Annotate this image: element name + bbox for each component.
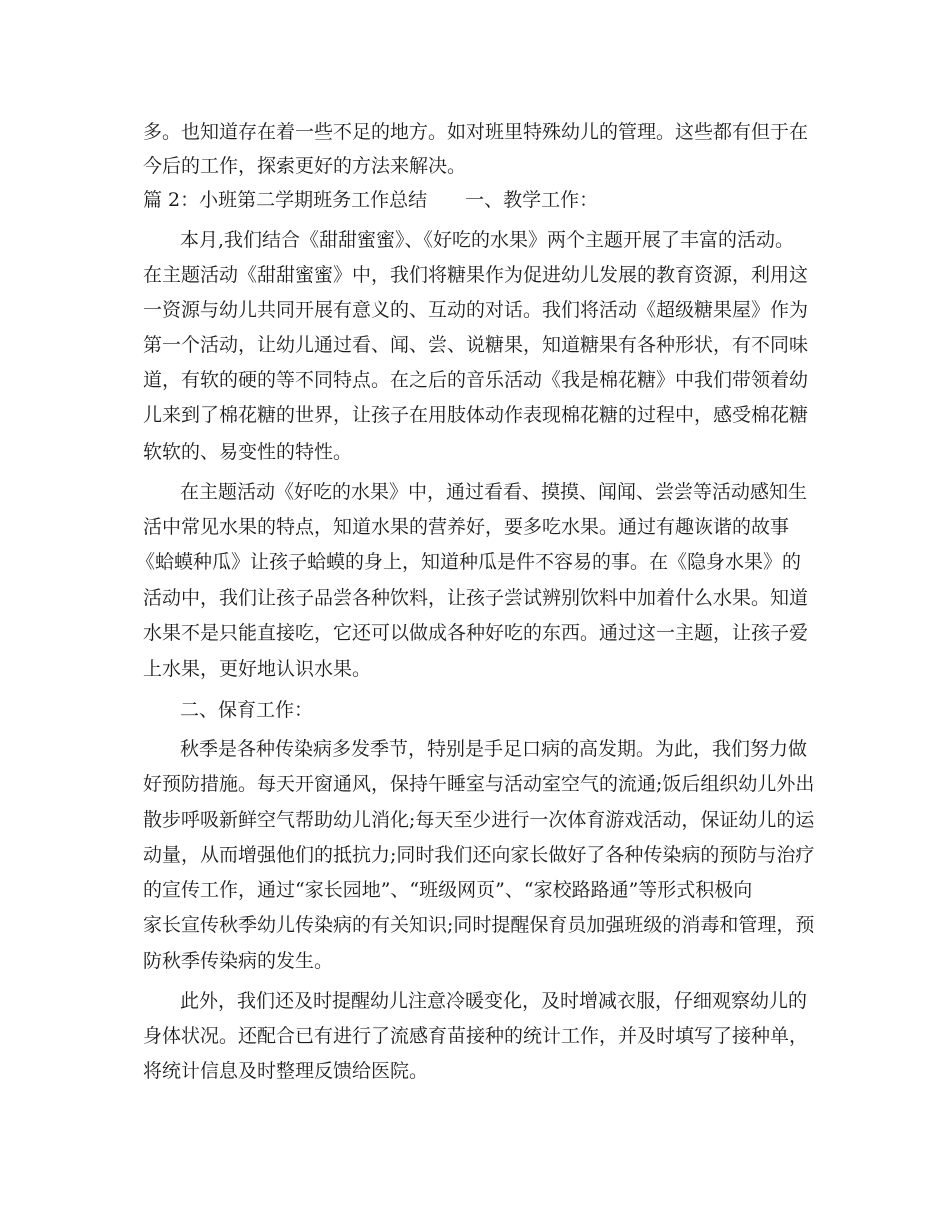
text-line: 秋季是各种传染病多发季节，特别是手足口病的高发期。为此，我们努力做 xyxy=(180,738,808,760)
text-line: 在主题活动《甜甜蜜蜜》中，我们将糖果作为促进幼儿发展的教育资源，利用这 xyxy=(143,264,809,286)
text-line: 此外，我们还及时提醒幼儿注意冷暖变化，及时增减衣服，仔细观察幼儿的 xyxy=(180,990,808,1012)
text-line: 身体状况。还配合已有进行了流感育苗接种的统计工作，并及时填写了接种单， xyxy=(143,1025,809,1047)
text-line: 本月,我们结合《甜甜蜜蜜》、《好吃的水果》两个主题开展了丰富的活动。 xyxy=(180,229,795,251)
text-line: 上水果，更好地认识水果。 xyxy=(143,658,372,680)
text-line: 软软的、易变性的特性。 xyxy=(143,441,353,463)
text-line: 在主题活动《好吃的水果》中，通过看看、摸摸、闻闻、尝尝等活动感知生 xyxy=(180,481,808,503)
text-line: 多。也知道存在着一些不足的地方。如对班里特殊幼儿的管理。这些都有但于在 xyxy=(143,121,809,143)
text-line: 儿来到了棉花糖的世界，让孩子在用肢体动作表现棉花糖的过程中，感受棉花糖 xyxy=(143,404,809,426)
text-line: 水果不是只能直接吃，它还可以做成各种好吃的东西。通过这一主题，让孩子爱 xyxy=(143,622,809,644)
text-line: 今后的工作，探索更好的方法来解决。 xyxy=(143,155,467,177)
text-line: 道，有软的硬的等不同特点。在之后的音乐活动《我是棉花糖》中我们带领着幼 xyxy=(143,369,809,391)
text-line: 活中常见水果的特点，知道水果的营养好，要多吃水果。通过有趣诙谐的故事 xyxy=(143,516,790,538)
text-line: 好预防措施。每天开窗通风，保持午睡室与活动室空气的流通;饭后组织幼儿外出 xyxy=(143,773,815,795)
text-line: 家长宣传秋季幼儿传染病的有关知识;同时提醒保育员加强班级的消毒和管理，预 xyxy=(143,914,815,936)
text-line: 防秋季传染病的发生。 xyxy=(143,950,334,972)
text-line: 活动中，我们让孩子品尝各种饮料，让孩子尝试辨别饮料中加着什么水果。知道 xyxy=(143,587,809,609)
text-line: 动量，从而增强他们的抵抗力;同时我们还向家长做好了各种传染病的预防与治疗 xyxy=(143,844,815,866)
section-heading-line: 篇 2：小班第二学期班务工作总结 一、教学工作： xyxy=(143,189,599,211)
text-line: 将统计信息及时整理反馈给医院。 xyxy=(143,1060,429,1082)
section-heading-line: 二、保育工作： xyxy=(180,699,314,721)
text-line: 一资源与幼儿共同开展有意义的、互动的对话。我们将活动《超级糖果屋》作为 xyxy=(143,299,809,321)
text-line: 散步呼吸新鲜空气帮助幼儿消化;每天至少进行一次体育游戏活动，保证幼儿的运 xyxy=(143,809,815,831)
text-line: 的宣传工作，通过“家长园地”、“班级网页”、“家校路路通”等形式积极向 xyxy=(143,879,753,901)
text-line: 第一个活动，让幼儿通过看、闻、尝、说糖果，知道糖果有各种形状，有不同味 xyxy=(143,334,809,356)
text-line: 《蛤蟆种瓜》让孩子蛤蟆的身上，知道种瓜是件不容易的事。在《隐身水果》的 xyxy=(136,551,802,573)
